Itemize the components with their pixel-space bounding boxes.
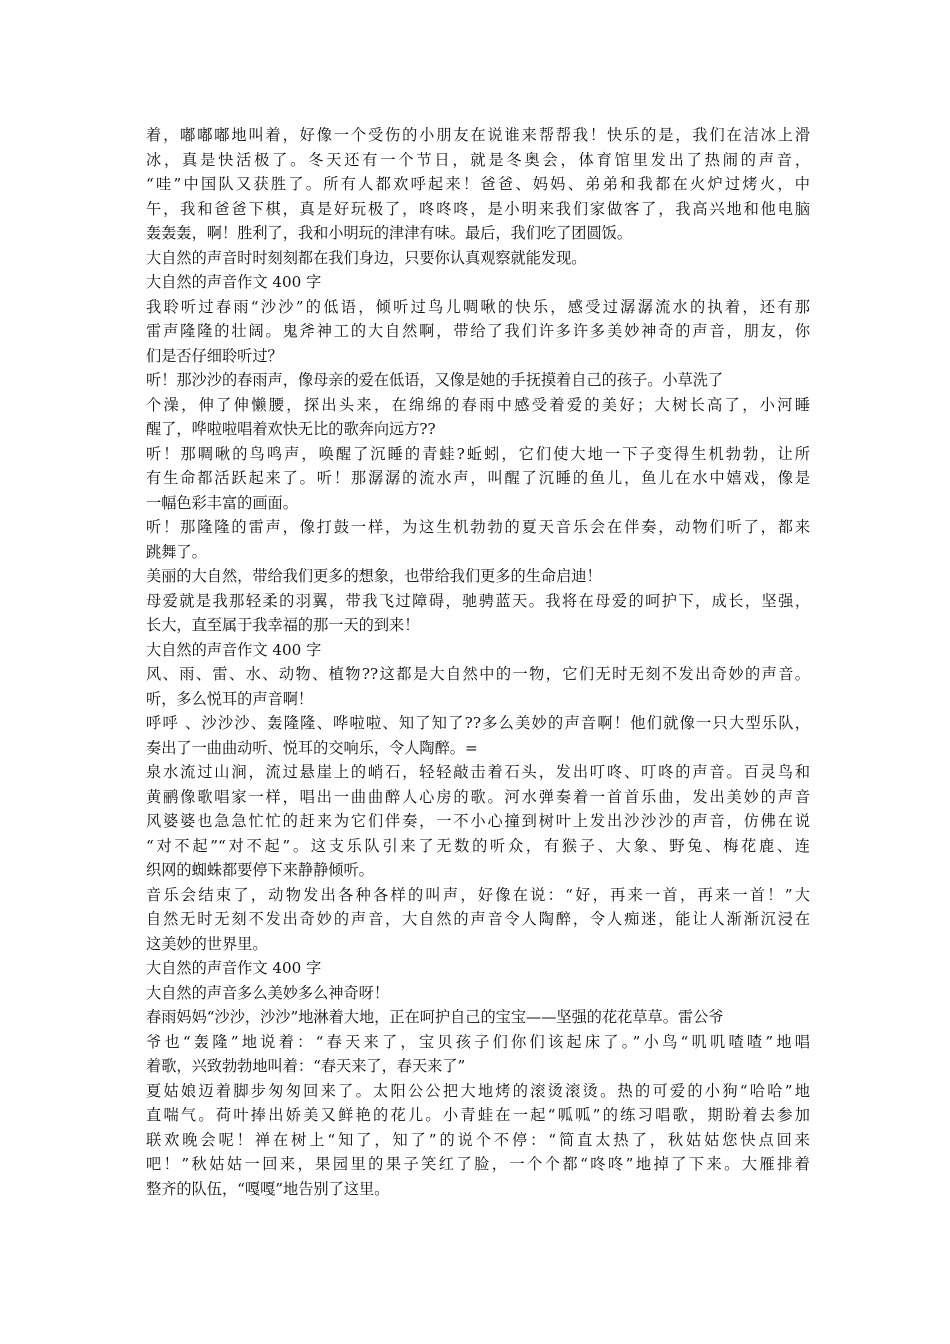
text-line: 自然无时无刻不发出奇妙的声音，大自然的声音令人陶醉，令人痴迷，能让人渐渐沉浸在: [146, 910, 810, 928]
text-line: 爷也“轰隆”地说着：“春天来了，宝贝孩子们你们该起床了。”小鸟“叽叽喳喳”地唱: [146, 1032, 810, 1051]
text-line: 长大，直至属于我幸福的那一天的到来！: [146, 616, 420, 634]
text-line: 奏出了一曲曲动听、悦耳的交响乐，令人陶醉。=: [146, 738, 478, 757]
text-line: 这美妙的世界里。: [146, 934, 268, 953]
text-line: 着，嘟嘟嘟地叫着，好像一个受伤的小朋友在说谁来帮帮我！快乐的是，我们在洁冰上滑: [146, 126, 810, 144]
text-line: 泉水流过山涧，流过悬崖上的峭石，轻轻敲击着石头，发出叮咚、叮咚的声音。百灵鸟和: [146, 763, 810, 781]
text-line: 直喘气。荷叶捧出娇美又鲜艳的花儿。小青蛙在一起“呱呱”的练习唱歌，期盼着去参加: [146, 1106, 810, 1124]
text-line: 们是否仔细聆听过？: [146, 346, 283, 365]
text-line: 联欢晚会呢！禅在树上“知了，知了”的说个不停：“简直太热了，秋姑姑您快点回来: [146, 1130, 810, 1149]
text-line: 雷声隆隆的壮阔。鬼斧神工的大自然啊，带给了我们许多许多美妙神奇的声音，朋友，你: [146, 322, 810, 340]
text-line: 听，多么悦耳的声音啊！: [146, 689, 314, 708]
text-line: 大自然的声音作文 400 字: [146, 959, 322, 977]
text-line: 夏姑娘迈着脚步匆匆回来了。太阳公公把大地烤的滚烫滚烫。热的可爱的小狗“哈哈”地: [146, 1081, 810, 1100]
text-line: 轰轰轰，啊！胜利了，我和小明玩的津津有味。最后，我们吃了团圆饭。: [146, 224, 632, 242]
text-line: 春雨妈妈“沙沙，沙沙”地淋着大地，正在呵护自己的宝宝——坚强的花花草草。雷公爷: [146, 1008, 724, 1026]
text-line: 织网的蜘蛛都要停下来静静倾听。: [146, 861, 374, 879]
text-line: 跳舞了。: [146, 542, 207, 561]
text-line: 吧！”秋姑姑一回来，果园里的果子笑红了脸，一个个都“咚咚”地掉了下来。大雁排着: [146, 1155, 810, 1173]
text-line: 整齐的队伍，“嘎嘎”地告别了这里。: [146, 1179, 390, 1198]
text-line: 母爱就是我那轻柔的羽翼，带我飞过障碍，驰骋蓝天。我将在母爱的呵护下，成长，坚强，: [146, 591, 810, 610]
text-line: 听！那隆隆的雷声，像打鼓一样，为这生机勃勃的夏天音乐会在伴奏，动物们听了，都来: [146, 518, 810, 536]
text-line: 音乐会结束了，动物发出各种各样的叫声，好像在说：“好，再来一首，再来一首！”大: [146, 885, 810, 904]
text-line: 有生命都活跃起来了。听！那潺潺的流水声，叫醒了沉睡的鱼儿，鱼儿在水中嬉戏，像是: [146, 469, 810, 487]
text-line: 午，我和爸爸下棋，真是好玩极了，咚咚咚，是小明来我们家做客了，我高兴地和他电脑: [146, 199, 810, 218]
text-line: 我聆听过春雨“沙沙”的低语，倾听过鸟儿啁啾的快乐，感受过潺潺流水的执着，还有那: [146, 297, 810, 316]
text-line: 风、雨、雷、水、动物、植物??这都是大自然中的一物，它们无时无刻不发出奇妙的声音。: [146, 665, 810, 683]
text-line: “哇”中国队又获胜了。所有人都欢呼起来！爸爸、妈妈、弟弟和我都在火炉过烤火，中: [146, 175, 810, 193]
text-line: 美丽的大自然，带给我们更多的想象，也带给我们更多的生命启迪！: [146, 567, 602, 585]
text-line: “对不起”“对不起”。这支乐队引来了无数的听众，有猴子、大象、野兔、梅花鹿、连: [146, 836, 810, 855]
text-line: 一幅色彩丰富的画面。: [146, 493, 298, 512]
text-line: 大自然的声音多么美妙多么神奇呀！: [146, 983, 389, 1002]
text-line: 大自然的声音时时刻刻都在我们身边，只要你认真观察就能发现。: [146, 248, 587, 267]
document-page: [146, 123, 810, 1201]
text-line: 听！那沙沙的春雨声，像母亲的爱在低语，又像是她的手抚摸着自己的孩子。小草洗了: [146, 371, 724, 389]
text-line: 醒了，哗啦啦唱着欢快无比的歌奔向远方??: [146, 420, 436, 438]
text-line: 大自然的声音作文 400 字: [146, 273, 322, 291]
text-line: 风婆婆也急急忙忙的赶来为它们伴奏，一不小心撞到树叶上发出沙沙沙的声音，仿佛在说: [146, 812, 810, 830]
text-line: 黄鹂像歌唱家一样，唱出一曲曲醉人心房的歌。河水弹奏着一首首乐曲，发出美妙的声音: [146, 787, 810, 806]
text-line: 个澡，伸了伸懒腰，探出头来，在绵绵的春雨中感受着爱的美好；大树长高了，小河睡: [146, 395, 810, 414]
text-line: 冰，真是快活极了。冬天还有一个节日，就是冬奥会，体育馆里发出了热闹的声音，: [146, 150, 810, 169]
text-line: 大自然的声音作文 400 字: [146, 640, 322, 659]
text-line: 呼呼 、沙沙沙、轰隆隆、哗啦啦、知了知了??多么美妙的声音啊！他们就像一只大型乐队，: [146, 714, 810, 732]
text-line: 着歌，兴致勃勃地叫着：“春天来了，春天来了”: [146, 1057, 466, 1075]
text-line: 听！那啁啾的鸟鸣声，唤醒了沉睡的青蛙?蚯蚓，它们使大地一下子变得生机勃勃，让所: [146, 444, 810, 463]
